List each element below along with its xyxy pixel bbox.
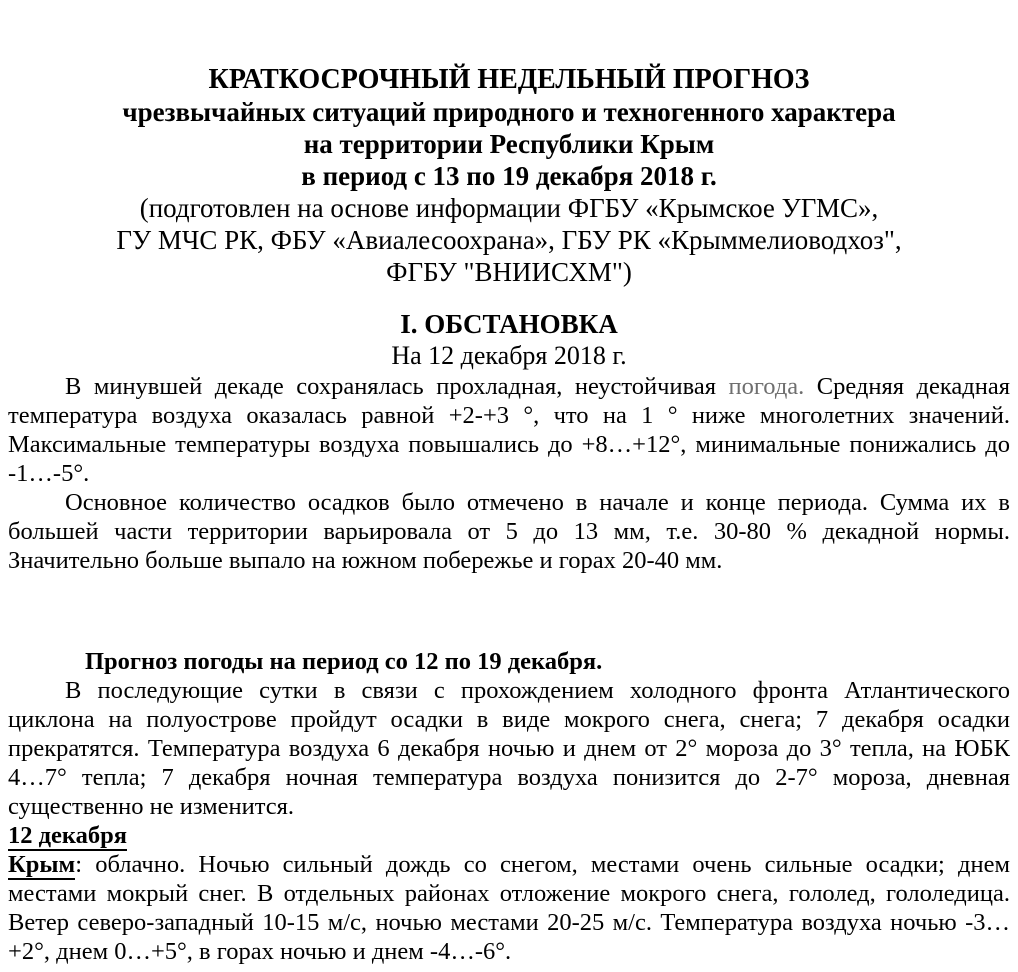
situation-paragraph-1-gray-word: погода. xyxy=(728,373,805,400)
situation-date-line: На 12 декабря 2018 г. xyxy=(391,341,627,370)
source-line-1: (подготовлен на основе информации ФГБУ «Крымское УГМС», xyxy=(139,193,879,223)
day-heading xyxy=(8,821,1010,850)
section-heading-situation: I. ОБСТАНОВКА xyxy=(400,309,618,339)
region-forecast-paragraph xyxy=(8,850,1010,966)
situation-paragraph-1 xyxy=(8,372,1010,488)
day-heading-text: 12 декабря xyxy=(8,822,128,849)
document-period-line: в период с 13 по 19 декабря 2018 г. xyxy=(301,161,717,191)
forecast-heading: Прогноз погоды на период со 12 по 19 декабря. xyxy=(85,648,603,675)
document-subtitle-line: чрезвычайных ситуаций природного и техногенного характера xyxy=(122,97,896,127)
forecast-intro-paragraph: В последующие сутки в связи с прохождением холодного фронта Атлантического циклона на полуострове пройдут осадки в виде мокрого снега, снега; 7 декабря осадки прекратятся. Температура воздуха 6 декабря ночью и днем от 2° мороза до 3° тепла, на ЮБК 4…7° тепла; 7 декабря ночная температура воздуха понизится до 2-7° мороза, дневная существенно не изменится. xyxy=(8,677,1010,820)
document-header xyxy=(8,64,1010,288)
document-territory-line: на территории Республики Крым xyxy=(303,129,715,159)
situation-paragraph-1-start: В минувшей декаде сохранялась прохладная, неустойчивая xyxy=(65,373,729,400)
situation-paragraph-2: Основное количество осадков было отмечено в начале и конце периода. Сумма их в большей части территории варьировала от 5 до 13 мм, т.е. 30-80 % декадной нормы. Значительно больше выпало на южном побережье и горах 20-40 мм. xyxy=(8,489,1010,574)
header-section-spacer xyxy=(8,288,1010,308)
situation-paragraph-1-end: Средняя декадная температура воздуха оказалась равной +2-+3 °, что на 1 ° ниже многолетних значений. Максимальные температуры воздуха повышались до +8…+12°, минимальные понижались до -1…-5°. xyxy=(8,373,1010,487)
region-label: Крым xyxy=(8,851,76,878)
section-break-spacer xyxy=(8,575,1010,647)
source-line-2: ГУ МЧС РК, ФБУ «Авиалесоохрана», ГБУ РК «Крыммелиоводхоз", xyxy=(116,225,902,255)
source-line-3: ФГБУ "ВНИИСХМ") xyxy=(386,257,632,287)
document-title-line: КРАТКОСРОЧНЫЙ НЕДЕЛЬНЫЙ ПРОГНОЗ xyxy=(208,64,810,95)
region-forecast-text: : облачно. Ночью сильный дождь со снегом, местами очень сильные осадки; днем местами мокрый снег. В отдельных районах отложение мокрого снега, гололед, гололедица. Ветер северо-западный 10-15 м/с, ночью местами 20-25 м/с. Температура воздуха ночью -3…+2°, днем 0…+5°, в горах ночью и днем -4…-6°. xyxy=(8,851,1010,965)
